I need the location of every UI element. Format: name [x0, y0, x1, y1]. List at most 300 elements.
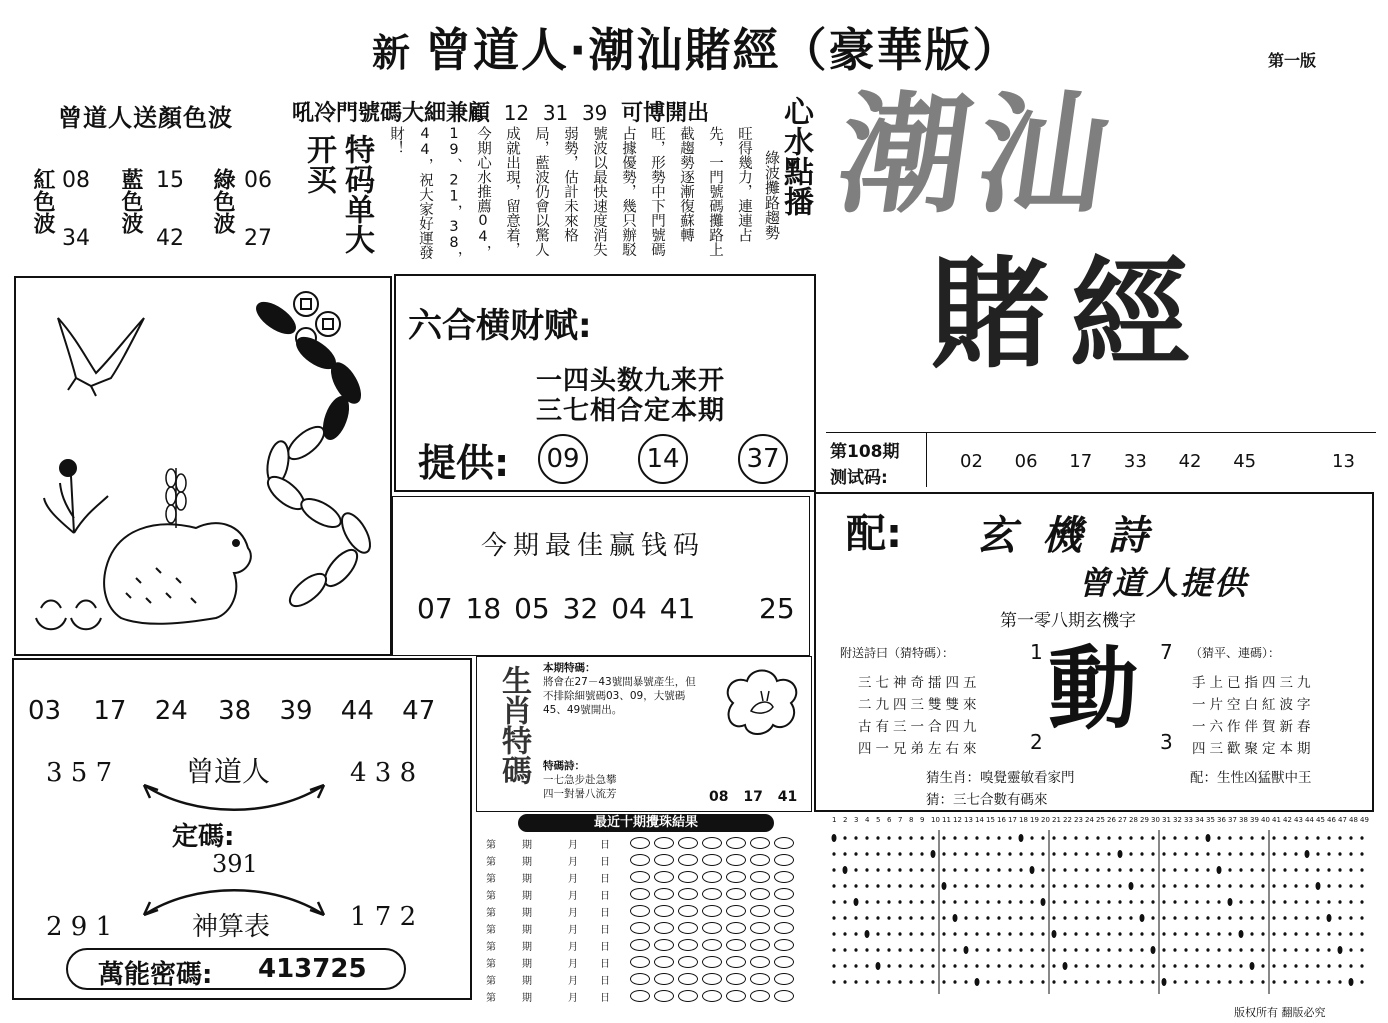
grid-dot	[1228, 836, 1231, 840]
grid-header-num: 27	[1118, 816, 1127, 824]
grid-dot	[1250, 836, 1253, 840]
grid-dot	[1140, 980, 1143, 984]
grid-dot	[1217, 900, 1220, 904]
grid-dot	[843, 916, 846, 920]
grid-dot	[1360, 884, 1363, 888]
period-row-label: 第	[486, 874, 496, 885]
grid-dot	[1261, 948, 1264, 952]
grid-dot	[1206, 980, 1209, 984]
grid-dot	[975, 884, 978, 888]
grid-dot	[1272, 916, 1275, 920]
period-row	[482, 953, 822, 970]
grid-dot	[1118, 900, 1121, 904]
grid-dot	[876, 852, 879, 856]
grid-dot	[1173, 948, 1176, 952]
grid-dot	[920, 964, 923, 968]
red-wave-num-2: 34	[62, 226, 90, 251]
grid-dot	[832, 834, 837, 842]
grid-dot	[997, 884, 1000, 888]
grid-dot	[1085, 884, 1088, 888]
grid-dot	[997, 852, 1000, 856]
ball-slot	[750, 973, 770, 985]
test-num-5: 42	[1178, 451, 1202, 472]
grid-dot	[1118, 980, 1121, 984]
grid-dot	[1272, 868, 1275, 872]
grid-dot	[1360, 836, 1363, 840]
grid-dot	[997, 868, 1000, 872]
grid-dot	[1074, 900, 1077, 904]
grid-dot	[832, 900, 835, 904]
grid-header-num: 48	[1349, 816, 1358, 824]
grid-dot	[854, 932, 857, 936]
grid-dot	[1239, 980, 1242, 984]
period-row-label: 第	[486, 857, 496, 868]
grid-dot	[1030, 884, 1033, 888]
test-num-3: 17	[1069, 451, 1093, 472]
grid-dot	[1305, 980, 1308, 984]
grid-dot	[997, 980, 1000, 984]
grid-dot	[1085, 980, 1088, 984]
logo-bottom: 賭經	[930, 244, 1210, 385]
test-num-2: 06	[1014, 451, 1038, 472]
grid-dot	[1195, 852, 1198, 856]
grid-dot	[1107, 884, 1110, 888]
corner-num-tl: 1	[1030, 640, 1043, 664]
ball-slot	[678, 922, 698, 934]
grid-dot	[1250, 884, 1253, 888]
grid-dot	[1327, 884, 1330, 888]
grid-dot	[1041, 948, 1044, 952]
grid-header-num: 36	[1217, 816, 1226, 824]
grid-dot	[887, 964, 890, 968]
grid-header-num: 39	[1250, 816, 1259, 824]
ball-slot	[774, 905, 794, 917]
grid-dot	[909, 980, 912, 984]
grid-dot	[843, 980, 846, 984]
grid-dot	[997, 964, 1000, 968]
grid-dot	[1184, 932, 1187, 936]
grid-dot	[1008, 852, 1011, 856]
grid-dot	[1162, 948, 1165, 952]
period-row	[482, 851, 822, 868]
grid-dot	[865, 852, 868, 856]
grid-dot	[1206, 900, 1209, 904]
grid-dot	[1228, 898, 1233, 906]
grid-dot	[1360, 868, 1363, 872]
ball-slot	[654, 922, 674, 934]
grid-dot	[1129, 980, 1132, 984]
grid-dot	[1228, 852, 1231, 856]
grid-dot	[964, 916, 967, 920]
grid-dot	[964, 980, 967, 984]
green-wave-num-2: 27	[244, 226, 272, 251]
grid-dot	[1140, 852, 1143, 856]
test-code-label: 测试码:	[830, 468, 888, 488]
grid-dot	[1272, 884, 1275, 888]
left-top-nums: 3 5 7	[46, 758, 113, 788]
grid-dot	[1184, 884, 1187, 888]
grid-dot	[1283, 900, 1286, 904]
grid-dot	[1129, 882, 1134, 890]
grid-dot	[1327, 948, 1330, 952]
period-row-label: 期	[522, 891, 532, 902]
grid-dot	[1107, 836, 1110, 840]
grid-dot	[1272, 932, 1275, 936]
edition-label: 第一版	[1268, 51, 1317, 70]
ball-grid-dots	[828, 830, 1376, 994]
grid-dot	[1140, 964, 1143, 968]
grid-dot	[1140, 868, 1143, 872]
grid-dot	[1129, 852, 1132, 856]
poem-line-2: 三七相合定本期	[536, 396, 726, 426]
pei-zodiac-label: 配：生性凶猛獸中王	[1190, 770, 1312, 786]
right-poem-line: 四三歡聚定本期	[1192, 741, 1315, 757]
grid-dot	[920, 852, 923, 856]
grid-dot	[865, 868, 868, 872]
grid-dot	[1206, 948, 1209, 952]
grid-dot	[1327, 932, 1330, 936]
name-2: 神算表	[192, 912, 271, 942]
grid-dot	[942, 852, 945, 856]
ball-slot	[750, 837, 770, 849]
xinshui-label: 心水點播	[778, 96, 813, 216]
special-col-2: 开买	[301, 134, 336, 194]
grid-dot	[1085, 948, 1088, 952]
grid-dot	[1096, 964, 1099, 968]
numbers-box	[12, 658, 472, 1000]
grid-dot	[1272, 900, 1275, 904]
grid-header-num: 49	[1360, 816, 1369, 824]
grid-header-num: 28	[1129, 816, 1138, 824]
grid-dot	[843, 900, 846, 904]
grid-dot	[1129, 836, 1132, 840]
grid-dot	[986, 900, 989, 904]
logo-top: 潮汕	[829, 78, 1127, 231]
blue-wave-label: 藍色波	[118, 168, 143, 234]
grid-dot	[1283, 916, 1286, 920]
ball-slot	[654, 871, 674, 883]
grid-dot	[1030, 980, 1033, 984]
headline-suffix: 可博開出	[621, 101, 710, 126]
top-num-2: 17	[93, 696, 127, 726]
ball-slot	[726, 854, 746, 866]
period-row-label: 期	[522, 976, 532, 987]
grid-dot	[1316, 964, 1319, 968]
grid-dot	[1008, 900, 1011, 904]
grid-dot	[865, 980, 868, 984]
ball-slot	[774, 973, 794, 985]
grid-dot	[975, 964, 978, 968]
grid-dot	[1052, 900, 1055, 904]
ball-slot	[654, 956, 674, 968]
best-num-2: 18	[465, 592, 502, 625]
secret-code-pill	[66, 948, 406, 990]
grid-dot	[876, 962, 881, 970]
grid-dot	[931, 850, 936, 858]
grid-dot	[1184, 836, 1187, 840]
grid-dot	[1250, 962, 1255, 970]
header-prefix: 新	[372, 31, 411, 75]
grid-dot	[1338, 900, 1341, 904]
best-num-3: 05	[514, 592, 550, 625]
grid-dot	[1217, 948, 1220, 952]
grid-dot	[1030, 932, 1033, 936]
grid-dot	[1239, 948, 1242, 952]
grid-dot	[964, 964, 967, 968]
grid-dot	[953, 980, 956, 984]
grid-dot	[1360, 948, 1363, 952]
grid-dot	[1338, 868, 1341, 872]
grid-dot	[1019, 932, 1022, 936]
ball-slot	[654, 837, 674, 849]
grid-dot	[1085, 932, 1088, 936]
grid-dot	[1085, 964, 1088, 968]
left-poem-line: 古有三一合四九	[858, 719, 981, 735]
secret-num: 413725	[258, 954, 367, 984]
grid-dot	[1140, 932, 1143, 936]
ball-slot	[654, 888, 674, 900]
grid-dot	[1030, 964, 1033, 968]
grid-dot	[931, 964, 934, 968]
grid-dot	[1261, 868, 1264, 872]
grid-dot	[1173, 916, 1176, 920]
grid-dot	[1162, 932, 1165, 936]
grid-dot	[1206, 916, 1209, 920]
grid-dot	[1327, 836, 1330, 840]
grid-header-num: 32	[1173, 816, 1182, 824]
illustration	[16, 278, 390, 654]
grid-dot	[1118, 964, 1121, 968]
grid-dot	[1195, 868, 1198, 872]
grid-dot	[865, 836, 868, 840]
grid-header-num: 3	[854, 816, 859, 824]
grid-dot	[1173, 980, 1176, 984]
grid-dot	[1184, 964, 1187, 968]
period-row-label: 第	[486, 959, 496, 970]
grid-dot	[1162, 884, 1165, 888]
ball-slot	[726, 956, 746, 968]
grid-dot	[1316, 948, 1319, 952]
ding-label: 定碼:	[172, 822, 235, 852]
period-row	[482, 919, 822, 936]
ball-slot	[678, 973, 698, 985]
grid-dot	[854, 948, 857, 952]
grid-dot	[887, 852, 890, 856]
headline-num-3: 39	[581, 101, 608, 125]
ball-slot	[726, 973, 746, 985]
grid-dot	[953, 948, 956, 952]
grid-dot	[1140, 948, 1143, 952]
grid-dot	[1140, 836, 1143, 840]
grid-dot	[1008, 980, 1011, 984]
grid-dot	[1173, 836, 1176, 840]
commentary	[380, 126, 758, 268]
color-wave-heading: 曾道人送顏色波	[58, 104, 233, 132]
grid-dot	[887, 900, 890, 904]
special-vert-title: 生肖特碼	[496, 665, 531, 785]
grid-dot	[1239, 884, 1242, 888]
grid-dot	[1096, 916, 1099, 920]
grid-dot	[909, 900, 912, 904]
ball-slot	[654, 939, 674, 951]
grid-dot	[1305, 836, 1308, 840]
grid-dot	[1250, 932, 1253, 936]
grid-dot	[1107, 964, 1110, 968]
grid-dot	[1129, 964, 1132, 968]
grid-dot	[920, 868, 923, 872]
ten-period-rows	[482, 834, 822, 1004]
grid-dot	[1360, 980, 1363, 984]
left-poem-head: 附送詩曰（猜特碼）：	[840, 646, 955, 660]
grid-dot	[1360, 900, 1363, 904]
ball-slot	[750, 956, 770, 968]
grid-dot	[1294, 948, 1297, 952]
grid-dot	[1327, 900, 1330, 904]
grid-dot	[931, 932, 934, 936]
period-row-label: 月	[568, 976, 578, 987]
corner-num-bl: 2	[1030, 730, 1043, 754]
grid-dot	[865, 916, 868, 920]
period-row-label: 期	[522, 942, 532, 953]
grid-dot	[1327, 964, 1330, 968]
grid-dot	[887, 932, 890, 936]
grid-header-num: 17	[1008, 816, 1017, 824]
grid-dot	[887, 836, 890, 840]
grid-dot	[1305, 916, 1308, 920]
grid-dot	[854, 980, 857, 984]
grid-dot	[920, 948, 923, 952]
grid-dot	[1063, 980, 1066, 984]
grid-dot	[1349, 900, 1352, 904]
left-poem-line: 二九四三雙雙來	[858, 697, 981, 713]
grid-dot	[920, 836, 923, 840]
grid-dot	[986, 916, 989, 920]
grid-dot	[986, 964, 989, 968]
grid-dot	[1052, 948, 1055, 952]
flower-icon	[44, 460, 108, 533]
grid-dot	[898, 916, 901, 920]
grid-dot	[1173, 852, 1176, 856]
grid-dot	[1327, 868, 1330, 872]
grid-dot	[997, 836, 1000, 840]
period-row	[482, 834, 822, 851]
grid-dot	[1283, 868, 1286, 872]
grid-dot	[975, 948, 978, 952]
grid-dot	[1261, 932, 1264, 936]
grid-dot	[832, 964, 835, 968]
poem-box	[394, 274, 816, 492]
ball-slot	[774, 990, 794, 1002]
grid-dot	[1349, 978, 1354, 986]
grid-dot	[898, 868, 901, 872]
grid-dot	[953, 932, 956, 936]
grid-header-num: 13	[964, 816, 973, 824]
period-row-label: 期	[522, 959, 532, 970]
period-row-label: 月	[568, 874, 578, 885]
grid-header-num: 34	[1195, 816, 1204, 824]
grid-dot	[876, 932, 879, 936]
wheat-icon	[166, 468, 186, 528]
grid-dot	[1173, 900, 1176, 904]
xuanji-big-char: 動	[1048, 636, 1138, 742]
grid-dot	[909, 916, 912, 920]
grid-dot	[964, 884, 967, 888]
guess-label: 猜：三七合數有碼來	[926, 792, 1048, 808]
period-row-label: 期	[522, 840, 532, 851]
grid-dot	[964, 946, 969, 954]
best-num-4: 32	[562, 592, 599, 625]
grid-dot	[887, 980, 890, 984]
grid-dot	[1316, 868, 1319, 872]
period-row	[482, 902, 822, 919]
grid-dot	[1074, 836, 1077, 840]
grid-dot	[876, 916, 879, 920]
grid-dot	[1118, 916, 1121, 920]
xuanji-title: 玄機詩	[976, 513, 1174, 559]
ball-slot	[678, 956, 698, 968]
poem-line-1: 一四头数九来开	[536, 366, 726, 396]
period-row-label: 日	[600, 925, 610, 936]
left-poem-line: 四一兄弟左右來	[858, 741, 981, 757]
grid-dot	[1052, 916, 1055, 920]
grid-dot	[832, 980, 835, 984]
grid-dot	[1074, 964, 1077, 968]
grid-dot	[1250, 900, 1253, 904]
ball-slot	[678, 939, 698, 951]
period-row-label: 第	[486, 908, 496, 919]
grid-header-num: 7	[898, 816, 903, 824]
grid-dot	[1107, 868, 1110, 872]
grid-dot	[1261, 980, 1264, 984]
grid-dot	[1294, 980, 1297, 984]
left-bottom-nums: 2 9 1	[46, 912, 113, 942]
test-special-num: 13	[1332, 451, 1355, 472]
special-num-1: 08	[709, 789, 729, 805]
grid-dot	[1074, 868, 1077, 872]
grid-dot	[1129, 900, 1132, 904]
grid-dot	[1338, 884, 1341, 888]
grid-dot	[1019, 900, 1022, 904]
grid-dot	[942, 900, 945, 904]
grid-dot	[1294, 916, 1297, 920]
grid-dot	[1063, 852, 1066, 856]
grid-dot	[975, 836, 978, 840]
grid-dot	[1019, 868, 1022, 872]
ball-slot	[726, 905, 746, 917]
ball-slot	[750, 939, 770, 951]
top-num-7: 47	[402, 696, 436, 726]
grid-dot	[1030, 836, 1033, 840]
grid-dot	[876, 836, 879, 840]
grid-dot	[1096, 932, 1099, 936]
grid-dot	[843, 964, 846, 968]
grid-dot	[1327, 914, 1332, 922]
grid-dot	[1305, 868, 1308, 872]
grid-dot	[832, 932, 835, 936]
grid-dot	[1305, 932, 1308, 936]
grid-header-num: 42	[1283, 816, 1292, 824]
grid-dot	[1052, 964, 1055, 968]
grid-dot	[1041, 852, 1044, 856]
grid-dot	[898, 964, 901, 968]
grid-dot	[1228, 932, 1231, 936]
period-row-label: 月	[568, 908, 578, 919]
grid-dot	[1008, 948, 1011, 952]
grid-header-num: 29	[1140, 816, 1149, 824]
corner-num-br: 3	[1160, 730, 1173, 754]
grid-dot	[854, 868, 857, 872]
xuanji-box	[814, 492, 1374, 812]
